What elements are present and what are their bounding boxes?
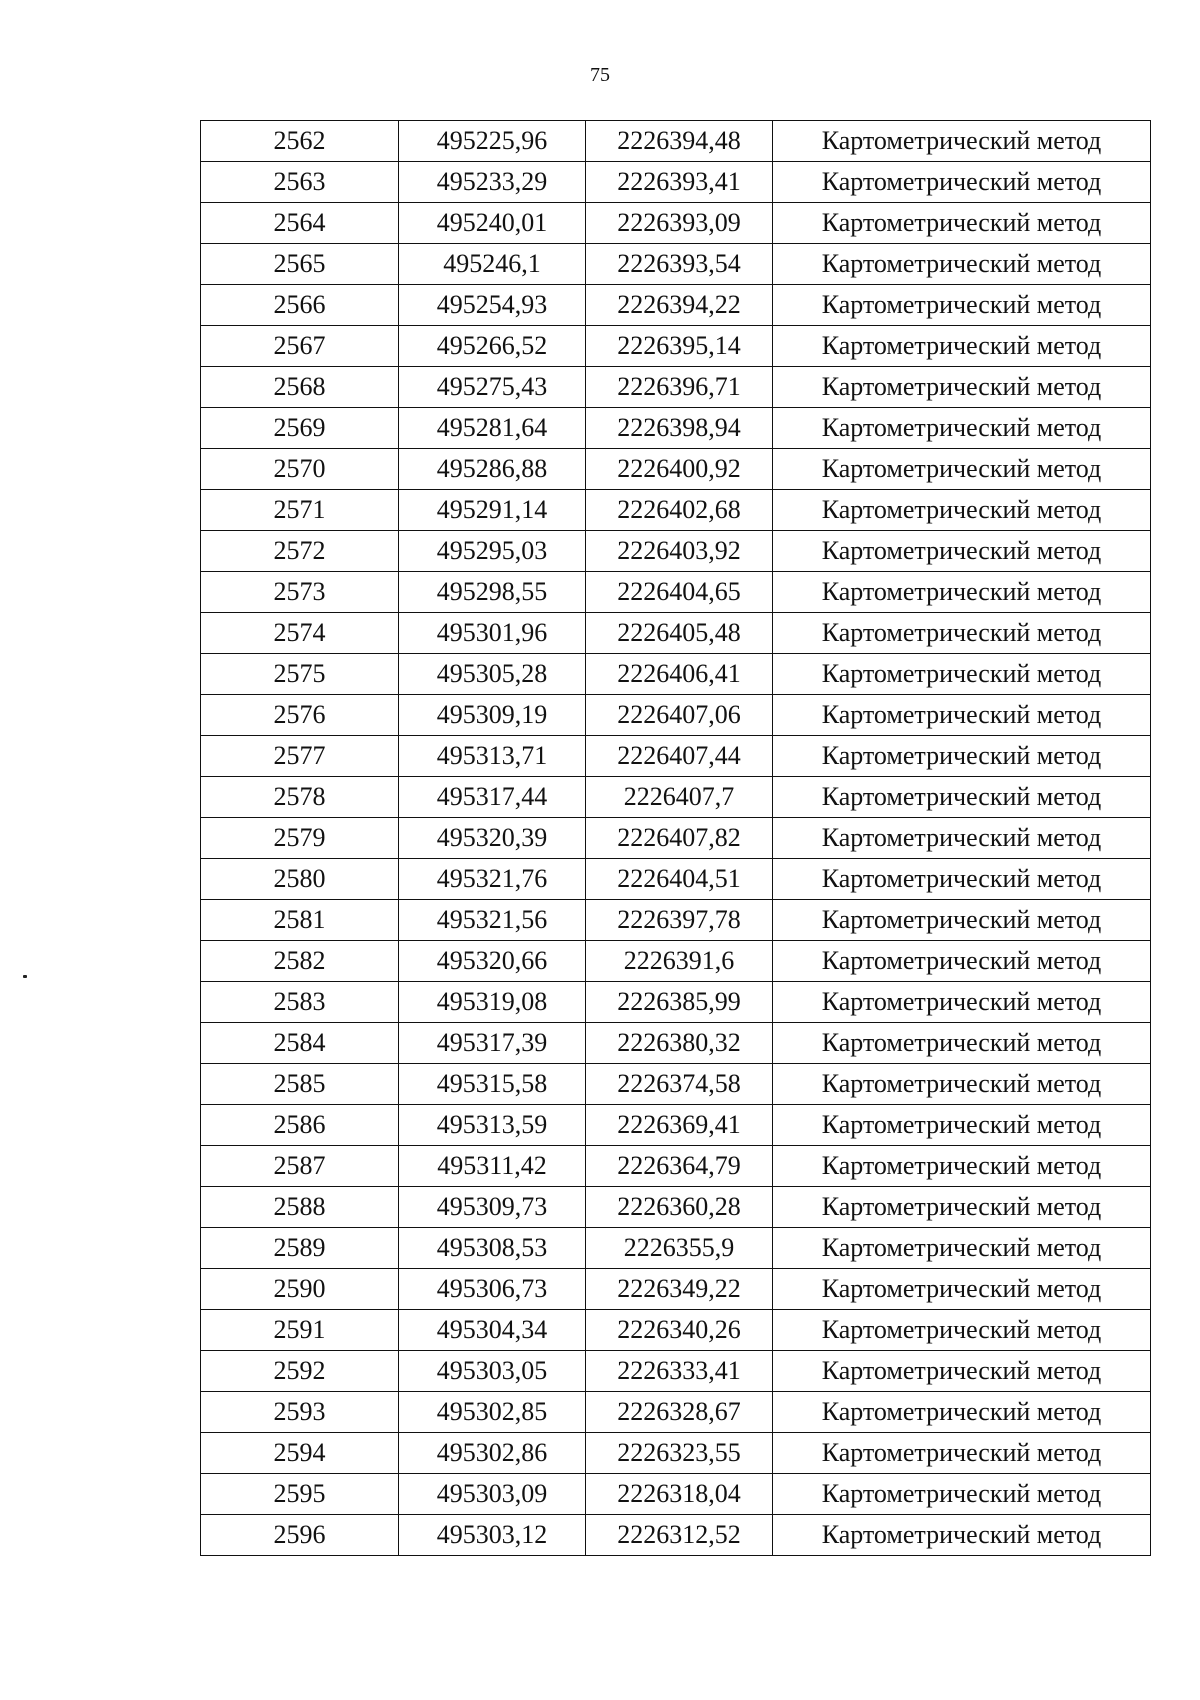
table-row: [201, 203, 1151, 244]
point-number-cell: 2565: [201, 244, 399, 285]
y-coordinate-cell: 2226318,04: [586, 1474, 773, 1515]
method-cell: Картометрический метод: [773, 1474, 1151, 1515]
y-coordinate-cell: 2226406,41: [586, 654, 773, 695]
x-coordinate-cell: 495303,09: [399, 1474, 586, 1515]
x-coordinate-cell: 495317,39: [399, 1023, 586, 1064]
y-coordinate-cell: 2226369,41: [586, 1105, 773, 1146]
method-cell: Картометрический метод: [773, 941, 1151, 982]
coordinates-table: [200, 120, 1151, 1556]
point-number-cell: 2568: [201, 367, 399, 408]
y-coordinate-cell: 2226391,6: [586, 941, 773, 982]
table-row: [201, 1310, 1151, 1351]
y-coordinate-cell: 2226407,44: [586, 736, 773, 777]
x-coordinate-cell: 495306,73: [399, 1269, 586, 1310]
x-coordinate-cell: 495266,52: [399, 326, 586, 367]
point-number-cell: 2575: [201, 654, 399, 695]
point-number-cell: 2582: [201, 941, 399, 982]
y-coordinate-cell: 2226333,41: [586, 1351, 773, 1392]
x-coordinate-cell: 495301,96: [399, 613, 586, 654]
x-coordinate-cell: 495311,42: [399, 1146, 586, 1187]
table-row: [201, 244, 1151, 285]
x-coordinate-cell: 495321,56: [399, 900, 586, 941]
point-number-cell: 2574: [201, 613, 399, 654]
x-coordinate-cell: 495321,76: [399, 859, 586, 900]
x-coordinate-cell: 495308,53: [399, 1228, 586, 1269]
method-cell: Картометрический метод: [773, 1187, 1151, 1228]
method-cell: Картометрический метод: [773, 1433, 1151, 1474]
y-coordinate-cell: 2226340,26: [586, 1310, 773, 1351]
method-cell: Картометрический метод: [773, 203, 1151, 244]
method-cell: Картометрический метод: [773, 490, 1151, 531]
method-cell: Картометрический метод: [773, 1392, 1151, 1433]
page-number: 75: [590, 64, 610, 86]
x-coordinate-cell: 495275,43: [399, 367, 586, 408]
y-coordinate-cell: 2226404,65: [586, 572, 773, 613]
point-number-cell: 2584: [201, 1023, 399, 1064]
method-cell: Картометрический метод: [773, 162, 1151, 203]
x-coordinate-cell: 495305,28: [399, 654, 586, 695]
y-coordinate-cell: 2226395,14: [586, 326, 773, 367]
x-coordinate-cell: 495246,1: [399, 244, 586, 285]
table-row: [201, 900, 1151, 941]
method-cell: Картометрический метод: [773, 1310, 1151, 1351]
table-row: [201, 162, 1151, 203]
y-coordinate-cell: 2226400,92: [586, 449, 773, 490]
method-cell: Картометрический метод: [773, 982, 1151, 1023]
table-row: [201, 285, 1151, 326]
table-row: [201, 1474, 1151, 1515]
table-row: [201, 1187, 1151, 1228]
method-cell: Картометрический метод: [773, 326, 1151, 367]
table-row: [201, 1515, 1151, 1556]
point-number-cell: 2577: [201, 736, 399, 777]
x-coordinate-cell: 495286,88: [399, 449, 586, 490]
table-row: [201, 326, 1151, 367]
table-row: [201, 654, 1151, 695]
point-number-cell: 2595: [201, 1474, 399, 1515]
point-number-cell: 2580: [201, 859, 399, 900]
method-cell: Картометрический метод: [773, 1351, 1151, 1392]
x-coordinate-cell: 495320,39: [399, 818, 586, 859]
y-coordinate-cell: 2226404,51: [586, 859, 773, 900]
x-coordinate-cell: 495302,85: [399, 1392, 586, 1433]
point-number-cell: 2578: [201, 777, 399, 818]
method-cell: Картометрический метод: [773, 285, 1151, 326]
table-row: [201, 1351, 1151, 1392]
point-number-cell: 2589: [201, 1228, 399, 1269]
table-row: [201, 408, 1151, 449]
point-number-cell: 2576: [201, 695, 399, 736]
method-cell: Картометрический метод: [773, 695, 1151, 736]
table-row: [201, 859, 1151, 900]
x-coordinate-cell: 495254,93: [399, 285, 586, 326]
method-cell: Картометрический метод: [773, 736, 1151, 777]
point-number-cell: 2579: [201, 818, 399, 859]
table-row: [201, 1269, 1151, 1310]
method-cell: Картометрический метод: [773, 408, 1151, 449]
x-coordinate-cell: 495295,03: [399, 531, 586, 572]
scan-artifact-dot: [23, 975, 27, 978]
method-cell: Картометрический метод: [773, 1228, 1151, 1269]
point-number-cell: 2571: [201, 490, 399, 531]
table-row: [201, 1433, 1151, 1474]
y-coordinate-cell: 2226394,22: [586, 285, 773, 326]
table-row: [201, 490, 1151, 531]
point-number-cell: 2585: [201, 1064, 399, 1105]
method-cell: Картометрический метод: [773, 1515, 1151, 1556]
y-coordinate-cell: 2226393,09: [586, 203, 773, 244]
y-coordinate-cell: 2226394,48: [586, 121, 773, 162]
x-coordinate-cell: 495319,08: [399, 982, 586, 1023]
point-number-cell: 2587: [201, 1146, 399, 1187]
x-coordinate-cell: 495233,29: [399, 162, 586, 203]
method-cell: Картометрический метод: [773, 1146, 1151, 1187]
x-coordinate-cell: 495240,01: [399, 203, 586, 244]
point-number-cell: 2592: [201, 1351, 399, 1392]
table-row: [201, 941, 1151, 982]
method-cell: Картометрический метод: [773, 859, 1151, 900]
y-coordinate-cell: 2226407,7: [586, 777, 773, 818]
y-coordinate-cell: 2226349,22: [586, 1269, 773, 1310]
table-row: [201, 572, 1151, 613]
method-cell: Картометрический метод: [773, 654, 1151, 695]
point-number-cell: 2583: [201, 982, 399, 1023]
table-row: [201, 982, 1151, 1023]
table-row: [201, 777, 1151, 818]
table-row: [201, 613, 1151, 654]
point-number-cell: 2570: [201, 449, 399, 490]
y-coordinate-cell: 2226323,55: [586, 1433, 773, 1474]
method-cell: Картометрический метод: [773, 777, 1151, 818]
table-row: [201, 736, 1151, 777]
x-coordinate-cell: 495303,12: [399, 1515, 586, 1556]
y-coordinate-cell: 2226403,92: [586, 531, 773, 572]
x-coordinate-cell: 495320,66: [399, 941, 586, 982]
table-row: [201, 449, 1151, 490]
point-number-cell: 2563: [201, 162, 399, 203]
method-cell: Картометрический метод: [773, 1105, 1151, 1146]
table-row: [201, 695, 1151, 736]
point-number-cell: 2566: [201, 285, 399, 326]
method-cell: Картометрический метод: [773, 244, 1151, 285]
y-coordinate-cell: 2226312,52: [586, 1515, 773, 1556]
x-coordinate-cell: 495309,19: [399, 695, 586, 736]
table-row: [201, 818, 1151, 859]
y-coordinate-cell: 2226397,78: [586, 900, 773, 941]
point-number-cell: 2573: [201, 572, 399, 613]
table-row: [201, 367, 1151, 408]
y-coordinate-cell: 2226407,06: [586, 695, 773, 736]
coordinates-table-body: [201, 121, 1151, 1556]
point-number-cell: 2594: [201, 1433, 399, 1474]
x-coordinate-cell: 495317,44: [399, 777, 586, 818]
point-number-cell: 2564: [201, 203, 399, 244]
method-cell: Картометрический метод: [773, 1023, 1151, 1064]
table-row: [201, 1146, 1151, 1187]
table-row: [201, 1228, 1151, 1269]
table-row: [201, 531, 1151, 572]
method-cell: Картометрический метод: [773, 818, 1151, 859]
x-coordinate-cell: 495315,58: [399, 1064, 586, 1105]
y-coordinate-cell: 2226385,99: [586, 982, 773, 1023]
y-coordinate-cell: 2226407,82: [586, 818, 773, 859]
y-coordinate-cell: 2226380,32: [586, 1023, 773, 1064]
x-coordinate-cell: 495309,73: [399, 1187, 586, 1228]
method-cell: Картометрический метод: [773, 613, 1151, 654]
table-row: [201, 1064, 1151, 1105]
point-number-cell: 2567: [201, 326, 399, 367]
x-coordinate-cell: 495225,96: [399, 121, 586, 162]
y-coordinate-cell: 2226396,71: [586, 367, 773, 408]
method-cell: Картометрический метод: [773, 531, 1151, 572]
method-cell: Картометрический метод: [773, 900, 1151, 941]
x-coordinate-cell: 495302,86: [399, 1433, 586, 1474]
method-cell: Картометрический метод: [773, 121, 1151, 162]
y-coordinate-cell: 2226402,68: [586, 490, 773, 531]
point-number-cell: 2591: [201, 1310, 399, 1351]
method-cell: Картометрический метод: [773, 367, 1151, 408]
point-number-cell: 2590: [201, 1269, 399, 1310]
table-row: [201, 1105, 1151, 1146]
point-number-cell: 2572: [201, 531, 399, 572]
y-coordinate-cell: 2226364,79: [586, 1146, 773, 1187]
method-cell: Картометрический метод: [773, 1269, 1151, 1310]
table-row: [201, 1392, 1151, 1433]
point-number-cell: 2562: [201, 121, 399, 162]
table-row: [201, 121, 1151, 162]
x-coordinate-cell: 495291,14: [399, 490, 586, 531]
point-number-cell: 2581: [201, 900, 399, 941]
point-number-cell: 2588: [201, 1187, 399, 1228]
y-coordinate-cell: 2226360,28: [586, 1187, 773, 1228]
point-number-cell: 2593: [201, 1392, 399, 1433]
y-coordinate-cell: 2226374,58: [586, 1064, 773, 1105]
x-coordinate-cell: 495281,64: [399, 408, 586, 449]
point-number-cell: 2569: [201, 408, 399, 449]
x-coordinate-cell: 495303,05: [399, 1351, 586, 1392]
table-row: [201, 1023, 1151, 1064]
y-coordinate-cell: 2226405,48: [586, 613, 773, 654]
y-coordinate-cell: 2226393,41: [586, 162, 773, 203]
method-cell: Картометрический метод: [773, 1064, 1151, 1105]
y-coordinate-cell: 2226355,9: [586, 1228, 773, 1269]
method-cell: Картометрический метод: [773, 572, 1151, 613]
x-coordinate-cell: 495304,34: [399, 1310, 586, 1351]
point-number-cell: 2596: [201, 1515, 399, 1556]
method-cell: Картометрический метод: [773, 449, 1151, 490]
y-coordinate-cell: 2226398,94: [586, 408, 773, 449]
x-coordinate-cell: 495313,59: [399, 1105, 586, 1146]
point-number-cell: 2586: [201, 1105, 399, 1146]
y-coordinate-cell: 2226393,54: [586, 244, 773, 285]
y-coordinate-cell: 2226328,67: [586, 1392, 773, 1433]
x-coordinate-cell: 495298,55: [399, 572, 586, 613]
x-coordinate-cell: 495313,71: [399, 736, 586, 777]
